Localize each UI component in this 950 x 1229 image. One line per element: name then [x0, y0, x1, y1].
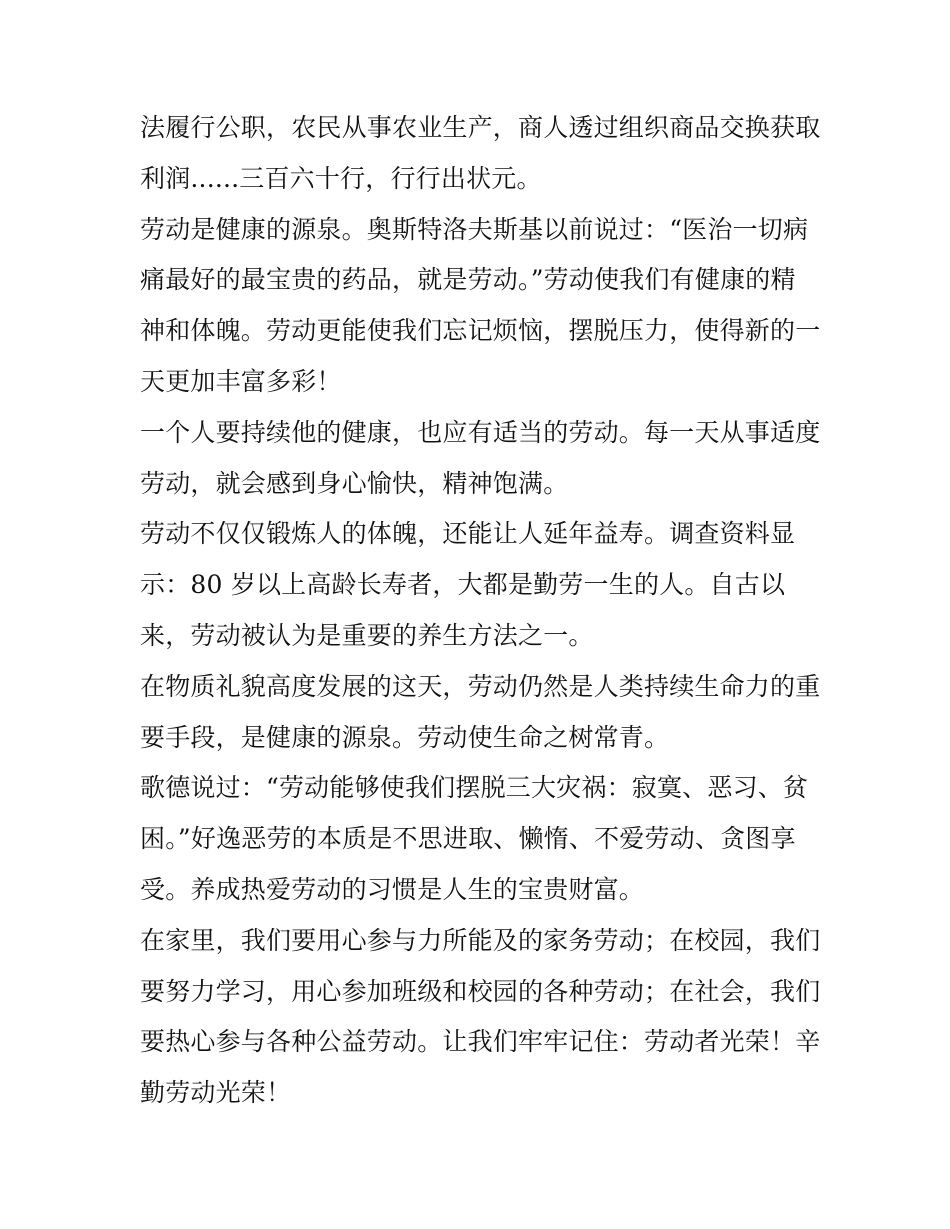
paragraph-3 [140, 408, 820, 510]
text-line: 勤劳动光荣！ [140, 1078, 292, 1108]
text-line: 要手段，是健康的源泉。劳动使生命之树常青。 [140, 722, 670, 752]
document-body [140, 103, 820, 1119]
text-line: 法履行公职，农民从事农业生产，商人透过组织商品交换获取 [140, 113, 821, 142]
text-line: 天更加丰富多彩！ [140, 366, 342, 396]
text-line: 一个人要持续他的健康，也应有适当的劳动。每一天从事适度 [140, 417, 821, 447]
text-line: 劳动，就会感到身心愉快，精神饱满。 [140, 468, 569, 498]
text-line: 示：80 岁以上高龄长寿者，大都是勤劳一生的人。自古以 [140, 570, 786, 600]
text-line: 困。”好逸恶劳的本质是不思进取、懒惰、不爱劳动、贪图享 [140, 824, 796, 854]
text-line: 痛最好的最宝贵的药品，就是劳动。”劳动使我们有健康的精 [140, 265, 796, 295]
paragraph-2 [140, 205, 820, 408]
text-line: 歌德说过：“劳动能够使我们摆脱三大灾祸：寂寞、恶习、贫 [140, 773, 809, 803]
paragraph-5 [140, 662, 820, 764]
paragraph-7 [140, 916, 820, 1119]
paragraph-4 [140, 509, 820, 661]
text-line: 利润......三百六十行，行行出状元。 [140, 163, 542, 193]
text-line: 在家里，我们要用心参与力所能及的家务劳动；在校园，我们 [140, 925, 821, 955]
paragraph-1 [140, 103, 820, 205]
text-line: 要努力学习，用心参加班级和校园的各种劳动；在社会，我们 [140, 976, 821, 1006]
text-line: 要热心参与各种公益劳动。让我们牢牢记住：劳动者光荣！辛 [140, 1027, 821, 1057]
text-line: 神和体魄。劳动更能使我们忘记烦恼，摆脱压力，使得新的一 [140, 316, 821, 346]
text-line: 来，劳动被认为是重要的养生方法之一。 [140, 620, 594, 650]
text-line: 劳动不仅仅锻炼人的体魄，还能让人延年益寿。调查资料显 [140, 519, 796, 549]
paragraph-6 [140, 763, 820, 915]
text-line: 劳动是健康的源泉。奥斯特洛夫斯基以前说过：“医治一切病 [140, 214, 809, 244]
text-line: 受。养成热爱劳动的习惯是人生的宝贵财富。 [140, 874, 645, 904]
text-line: 在物质礼貌高度发展的这天，劳动仍然是人类持续生命力的重 [140, 671, 821, 701]
